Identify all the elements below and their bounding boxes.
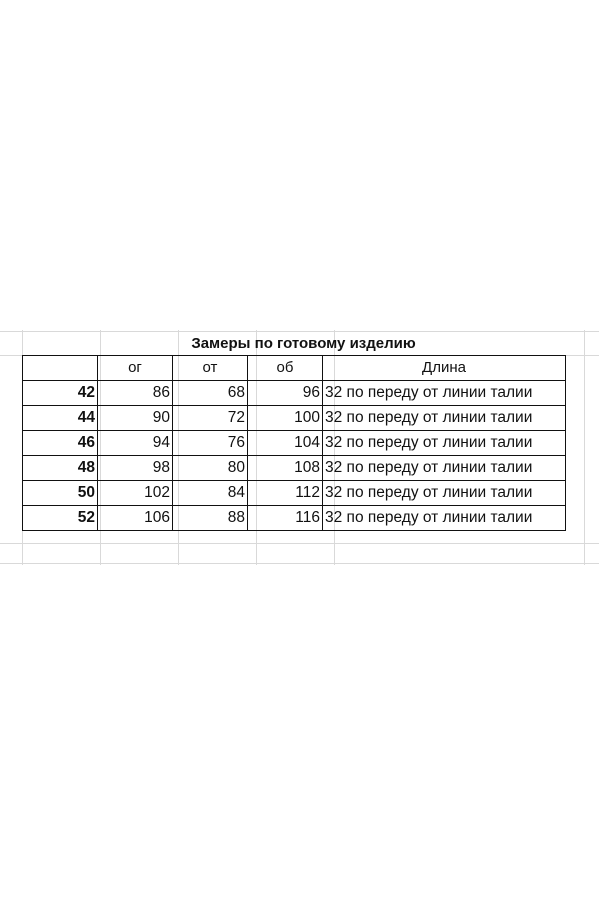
length-cell: 32 по переду от линии талии: [323, 431, 566, 456]
og-cell: 102: [98, 481, 173, 506]
og-cell: 98: [98, 456, 173, 481]
ot-cell: 68: [173, 381, 248, 406]
size-cell: 44: [23, 406, 98, 431]
length-cell: 32 по переду от линии талии: [323, 406, 566, 431]
size-measurements-table: [22, 355, 566, 531]
size-cell: 48: [23, 456, 98, 481]
ot-cell: 84: [173, 481, 248, 506]
og-cell: 90: [98, 406, 173, 431]
og-cell: 94: [98, 431, 173, 456]
ot-cell: 80: [173, 456, 248, 481]
header-ot: от: [173, 356, 248, 381]
size-cell: 46: [23, 431, 98, 456]
ot-cell: 88: [173, 506, 248, 531]
table-row: [23, 381, 566, 406]
ob-cell: 96: [248, 381, 323, 406]
table-row: [23, 481, 566, 506]
ob-cell: 108: [248, 456, 323, 481]
length-cell: 32 по переду от линии талии: [323, 481, 566, 506]
ot-cell: 72: [173, 406, 248, 431]
size-cell: 50: [23, 481, 98, 506]
size-cell: 42: [23, 381, 98, 406]
ob-cell: 116: [248, 506, 323, 531]
table-row: [23, 406, 566, 431]
grid-line: [0, 543, 599, 544]
ob-cell: 100: [248, 406, 323, 431]
length-cell: 32 по переду от линии талии: [323, 456, 566, 481]
ot-cell: 76: [173, 431, 248, 456]
length-cell: 32 по переду от линии талии: [323, 381, 566, 406]
ob-cell: 112: [248, 481, 323, 506]
header-length: Длина: [323, 356, 566, 381]
table-row: [23, 506, 566, 531]
table-row: [23, 431, 566, 456]
table-row: [23, 456, 566, 481]
og-cell: 106: [98, 506, 173, 531]
grid-line: [0, 331, 599, 332]
size-cell: 52: [23, 506, 98, 531]
grid-line: [0, 563, 599, 564]
header-ob: об: [248, 356, 323, 381]
header-row: [23, 356, 566, 381]
ob-cell: 104: [248, 431, 323, 456]
grid-line: [584, 330, 585, 565]
table-title: Замеры по готовому изделию: [191, 335, 416, 352]
header-size: [23, 356, 98, 381]
length-cell: 32 по переду от линии талии: [323, 506, 566, 531]
header-og: ог: [98, 356, 173, 381]
og-cell: 86: [98, 381, 173, 406]
